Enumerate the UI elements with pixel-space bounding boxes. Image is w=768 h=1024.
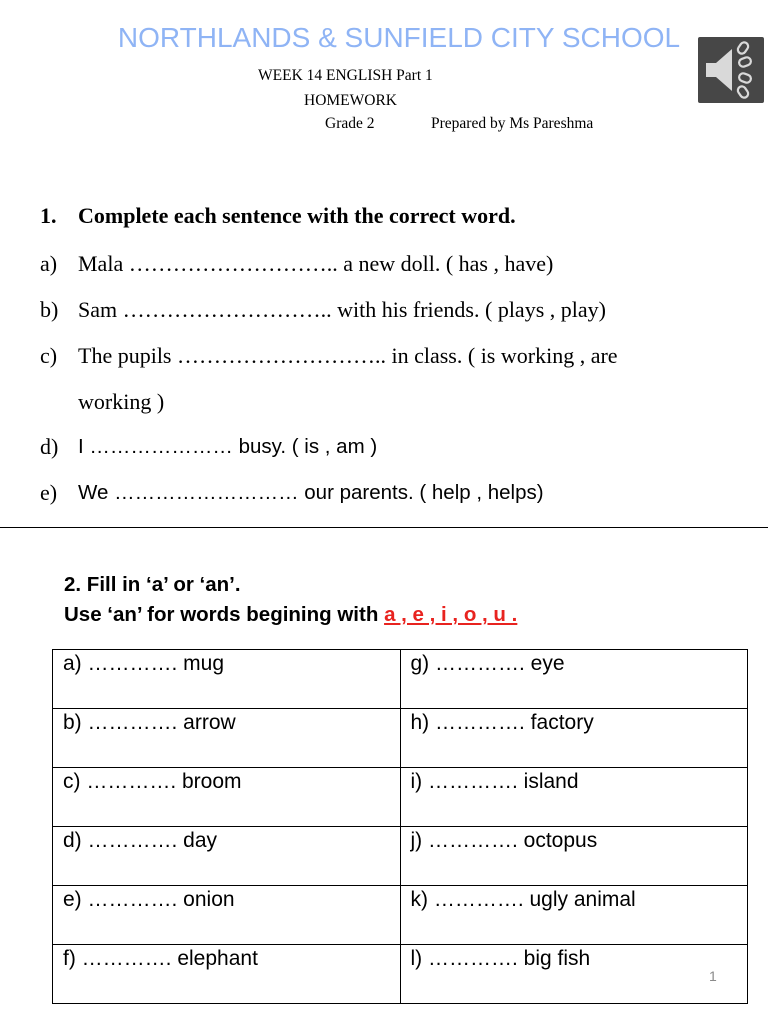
item-a-letter: a) [40,251,58,276]
table-row [53,709,748,768]
week-subject: WEEK 14 ENGLISH Part 1 [258,67,433,84]
table-row [53,945,748,1004]
section1-number: 1. [40,203,57,228]
table-cell: i) …………. island [400,768,748,827]
item-e-text: We ……………………… our parents. ( help , helps) [78,481,544,504]
table-cell: b) …………. arrow [53,709,401,768]
table-cell: f) …………. elephant [53,945,401,1004]
table-cell: k) …………. ugly animal [400,886,748,945]
section1-heading [40,203,516,229]
grade-label: Grade 2 [325,115,375,132]
fill-in-table [52,649,748,1004]
section2-instruction [64,603,517,627]
item-d-text: I ………………… busy. ( is , am ) [78,435,378,458]
table-row [53,768,748,827]
table-cell: j) …………. octopus [400,827,748,886]
item-e-letter: e) [40,480,58,505]
table-cell: a) …………. mug [53,650,401,709]
item-c-letter: c) [40,343,58,368]
table-cell: e) …………. onion [53,886,401,945]
table-row [53,650,748,709]
school-name: NORTHLANDS & SUNFIELD CITY SCHOOL [117,22,681,53]
section1-title: Complete each sentence with the correct word. [78,203,516,228]
section-divider [0,527,768,528]
instruction-text: Use ‘an’ for words begining with [64,603,385,626]
table-cell: l) …………. big fish [400,945,748,1004]
item-b-text: Sam ……………………….. with his friends. ( plays , play) [78,297,606,322]
vowels-highlight: a , e , i , o , u . [384,603,518,626]
item-d-letter: d) [40,434,59,459]
homework-label: HOMEWORK [304,92,397,109]
item-b-letter: b) [40,297,59,322]
item-c-continuation: working ) [78,389,165,414]
table-row [53,827,748,886]
speaker-icon[interactable] [698,37,764,103]
table-cell: d) …………. day [53,827,401,886]
table-cell: h) …………. factory [400,709,748,768]
prepared-by: Prepared by Ms Pareshma [431,115,594,132]
table-row [53,886,748,945]
table-cell: g) …………. eye [400,650,748,709]
page-number: 1 [709,968,717,984]
item-c-text: The pupils ……………………….. in class. ( is working , are [78,343,618,368]
table-cell: c) …………. broom [53,768,401,827]
section2-title: 2. Fill in ‘a’ or ‘an’. [64,573,241,596]
item-a-text: Mala ……………………….. a new doll. ( has , have) [78,251,554,276]
